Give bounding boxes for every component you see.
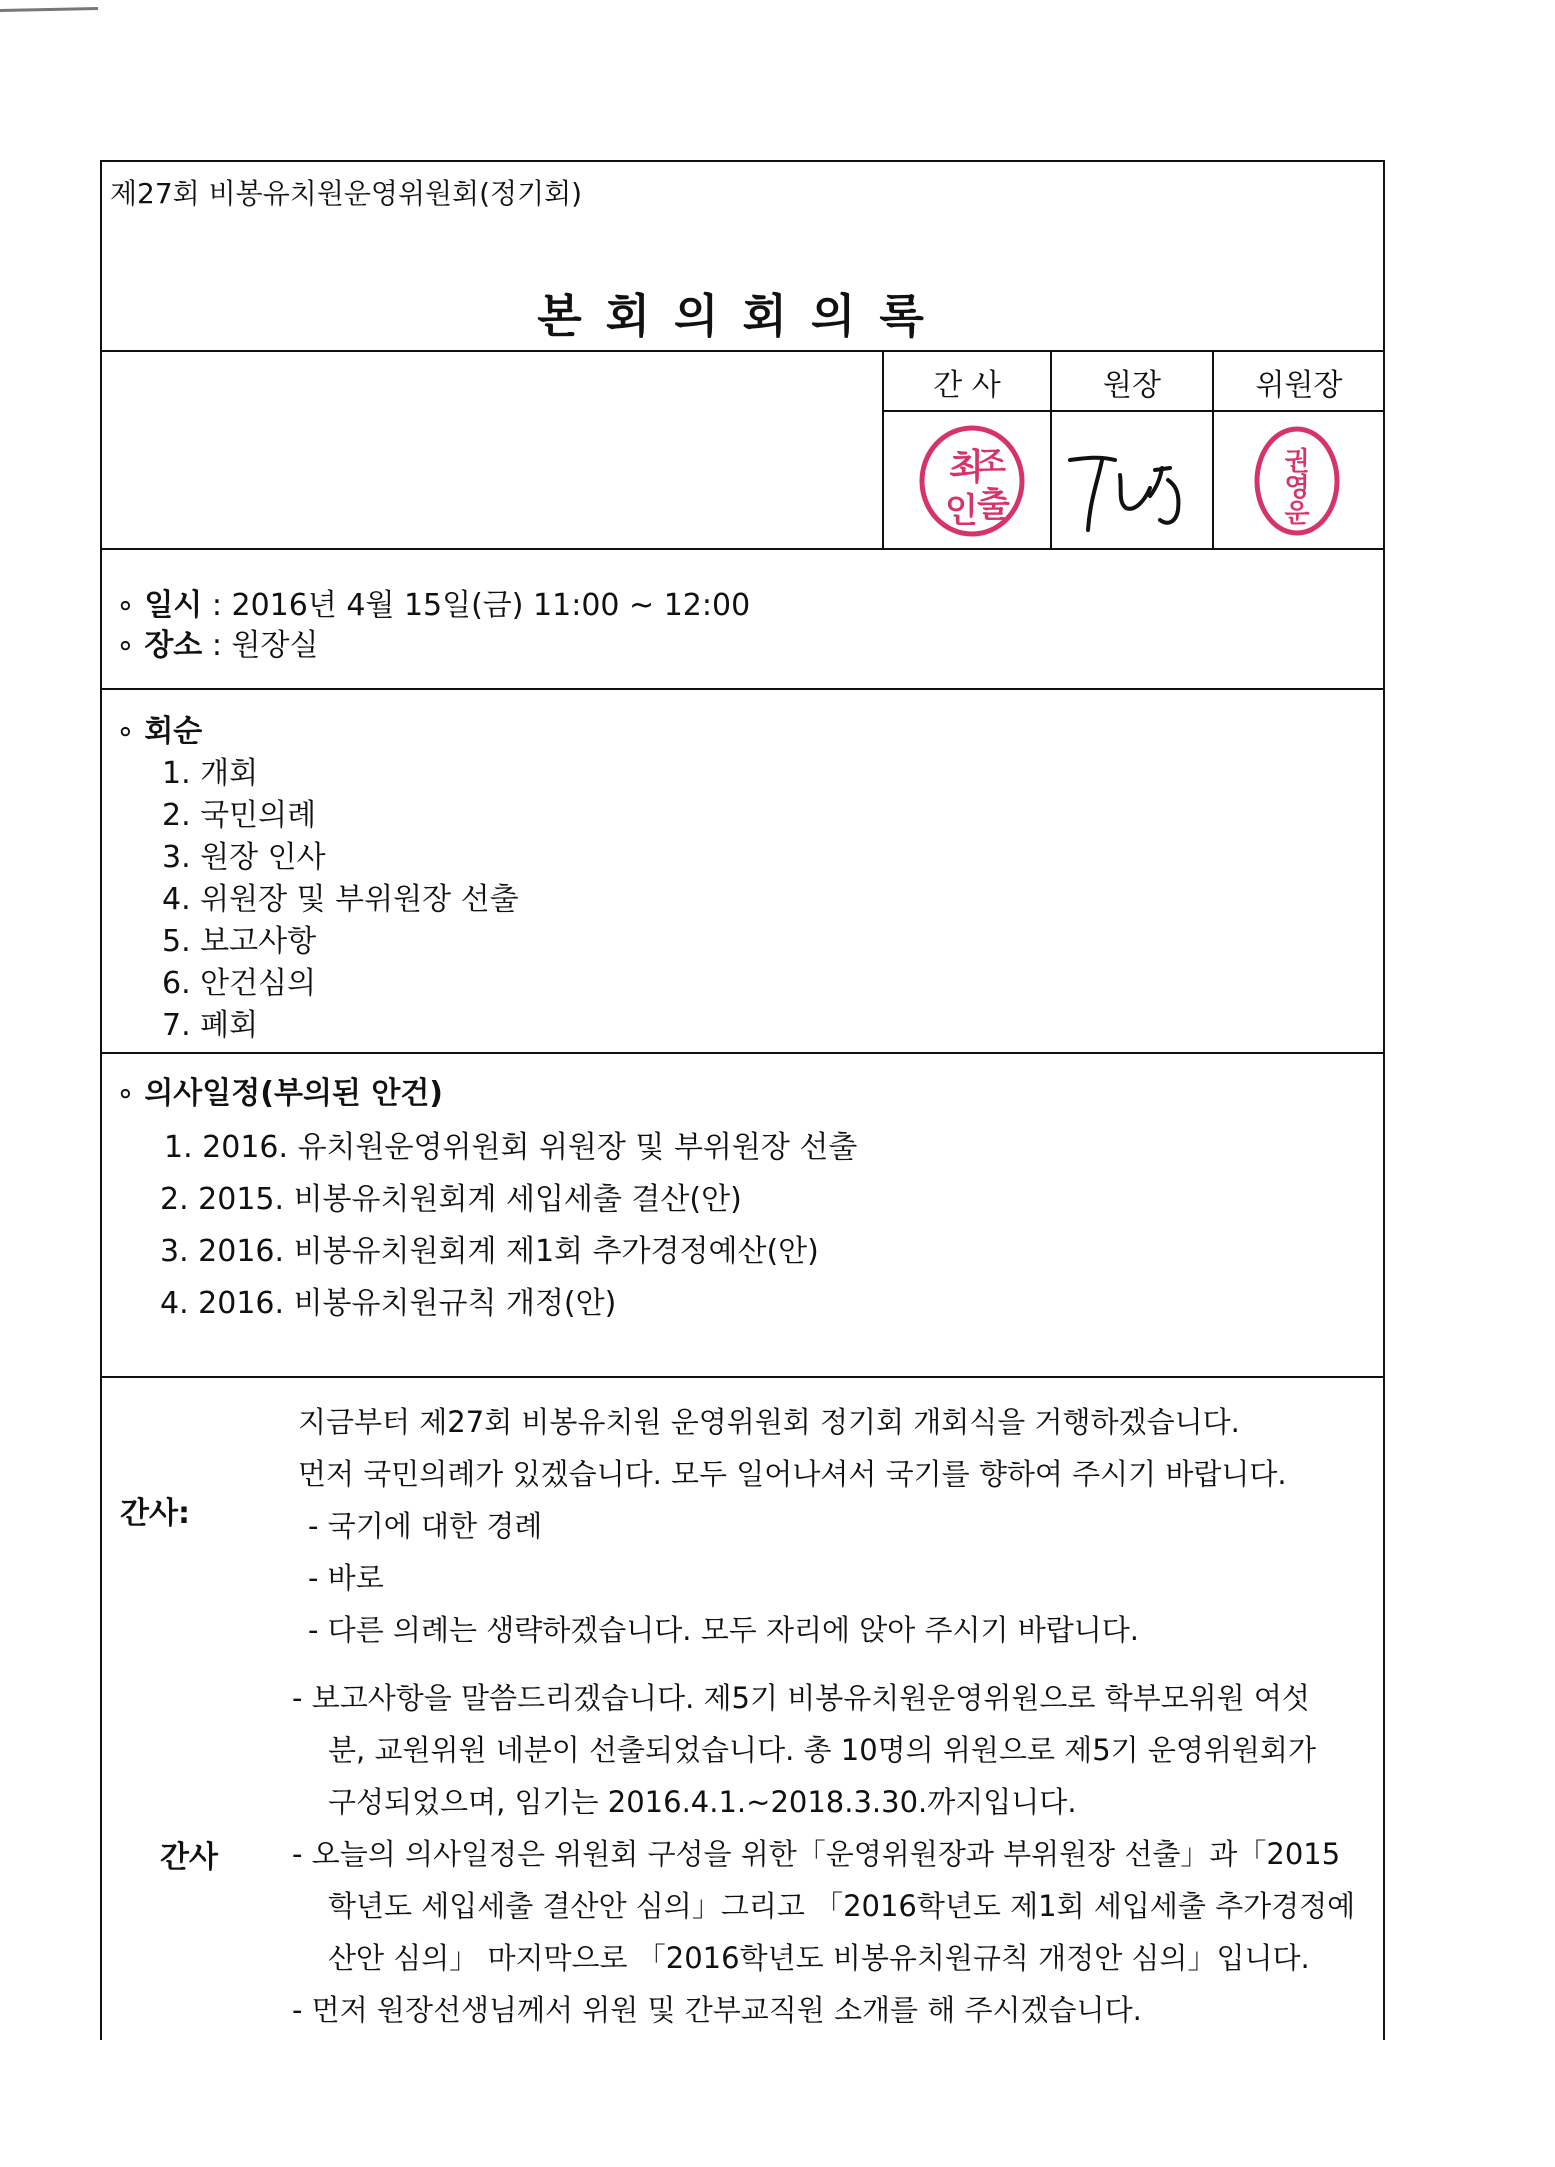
secretary-seal: [917, 424, 1027, 539]
speaker-label: 간사: [160, 1840, 218, 1875]
divider: [102, 548, 1383, 550]
speech-line: - 보고사항을 말씀드리겠습니다. 제5기 비봉유치원운영위원으로 학부모위원 여섯: [292, 1681, 1310, 1715]
order-item: 6. 안건심의: [162, 966, 317, 1001]
minutes-frame: [100, 160, 1385, 2040]
divider: [882, 410, 1383, 412]
sig-header-chair: 위원장: [1255, 368, 1343, 403]
order-item: 2. 국민의례: [162, 798, 317, 833]
bullet: ∘: [116, 714, 145, 749]
order-item: 3. 원장 인사: [162, 840, 326, 875]
order-heading: ∘ 회순: [116, 714, 203, 749]
agenda-item: 4. 2016. 비봉유치원규칙 개정(안): [160, 1286, 617, 1321]
speech-line: - 국기에 대한 경례: [308, 1509, 543, 1543]
speech-line: - 오늘의 의사일정은 위원회 구성을 위한「운영위원장과 부위원장 선출」과「2015: [292, 1837, 1341, 1871]
place-row: [116, 620, 318, 664]
bullet: ∘: [116, 628, 145, 663]
divider: [102, 1052, 1383, 1054]
svg-text:최: 최: [949, 447, 984, 488]
speech-line: 구성되었으며, 임기는 2016.4.1.~2018.3.30.까지입니다.: [328, 1785, 1077, 1819]
svg-text:권: 권: [1284, 447, 1310, 477]
bullet: ∘: [116, 588, 145, 623]
chair-seal: [1252, 424, 1342, 539]
speech-line: 먼저 국민의례가 있겠습니다. 모두 일어나셔서 국기를 향하여 주시기 바랍니다.: [298, 1457, 1287, 1491]
speech-line: 지금부터 제27회 비봉유치원 운영위원회 정기회 개회식을 거행하겠습니다.: [298, 1405, 1240, 1439]
agenda-item: 1. 2016. 유치원운영위원회 위원장 및 부위원장 선출: [164, 1130, 858, 1165]
order-item: 1. 개회: [162, 756, 259, 791]
speech-line: - 다른 의례는 생략하겠습니다. 모두 자리에 앉아 주시기 바랍니다.: [308, 1613, 1140, 1647]
date-value: : 2016년 4월 15일(금) 11:00 ~ 12:00: [211, 588, 751, 623]
agenda-item: 2. 2015. 비봉유치원회계 세입세출 결산(안): [160, 1182, 742, 1217]
bullet: ∘: [116, 1076, 145, 1111]
speaker-label: 간사:: [120, 1496, 190, 1531]
director-signature: [1060, 430, 1210, 540]
svg-text:인: 인: [945, 491, 978, 531]
speech-line: - 바로: [308, 1561, 384, 1595]
svg-text:운: 운: [1284, 499, 1310, 529]
svg-text:조: 조: [977, 445, 1006, 480]
svg-text:영: 영: [1284, 473, 1310, 503]
divider: [102, 350, 1383, 352]
date-label: 일시: [144, 588, 203, 623]
place-label: 장소: [144, 628, 203, 663]
svg-text:출: 출: [977, 485, 1010, 525]
place-value: : 원장실: [211, 628, 319, 663]
speech-line: 분, 교원위원 네분이 선출되었습니다. 총 10명의 위원으로 제5기 운영위원회가: [328, 1733, 1316, 1767]
date-row: [116, 580, 750, 624]
agenda-heading: ∘ 의사일정(부의된 안건): [116, 1076, 444, 1111]
speech-line: - 먼저 원장선생님께서 위원 및 간부교직원 소개를 해 주시겠습니다.: [292, 1993, 1142, 2027]
document-title: 본회의회의록: [537, 289, 948, 343]
order-item: 5. 보고사항: [162, 924, 317, 959]
speech-line: 학년도 세입세출 결산안 심의」그리고 「2016학년도 제1회 세입세출 추가경정예: [328, 1889, 1356, 1923]
agenda-item: 3. 2016. 비봉유치원회계 제1회 추가경정예산(안): [160, 1234, 819, 1269]
sig-header-secretary: 간 사: [933, 368, 1001, 403]
order-item: 7. 폐회: [162, 1008, 259, 1043]
divider: [102, 1376, 1383, 1378]
divider: [102, 688, 1383, 690]
session-title: 제27회 비봉유치원운영위원회(정기회): [110, 177, 583, 210]
speech-line: 산안 심의」 마지막으로 「2016학년도 비봉유치원규칙 개정안 심의」입니다.: [328, 1941, 1310, 1975]
scan-mark: [0, 7, 98, 12]
sig-header-director: 원장: [1103, 368, 1161, 403]
order-item: 4. 위원장 및 부위원장 선출: [162, 882, 519, 917]
